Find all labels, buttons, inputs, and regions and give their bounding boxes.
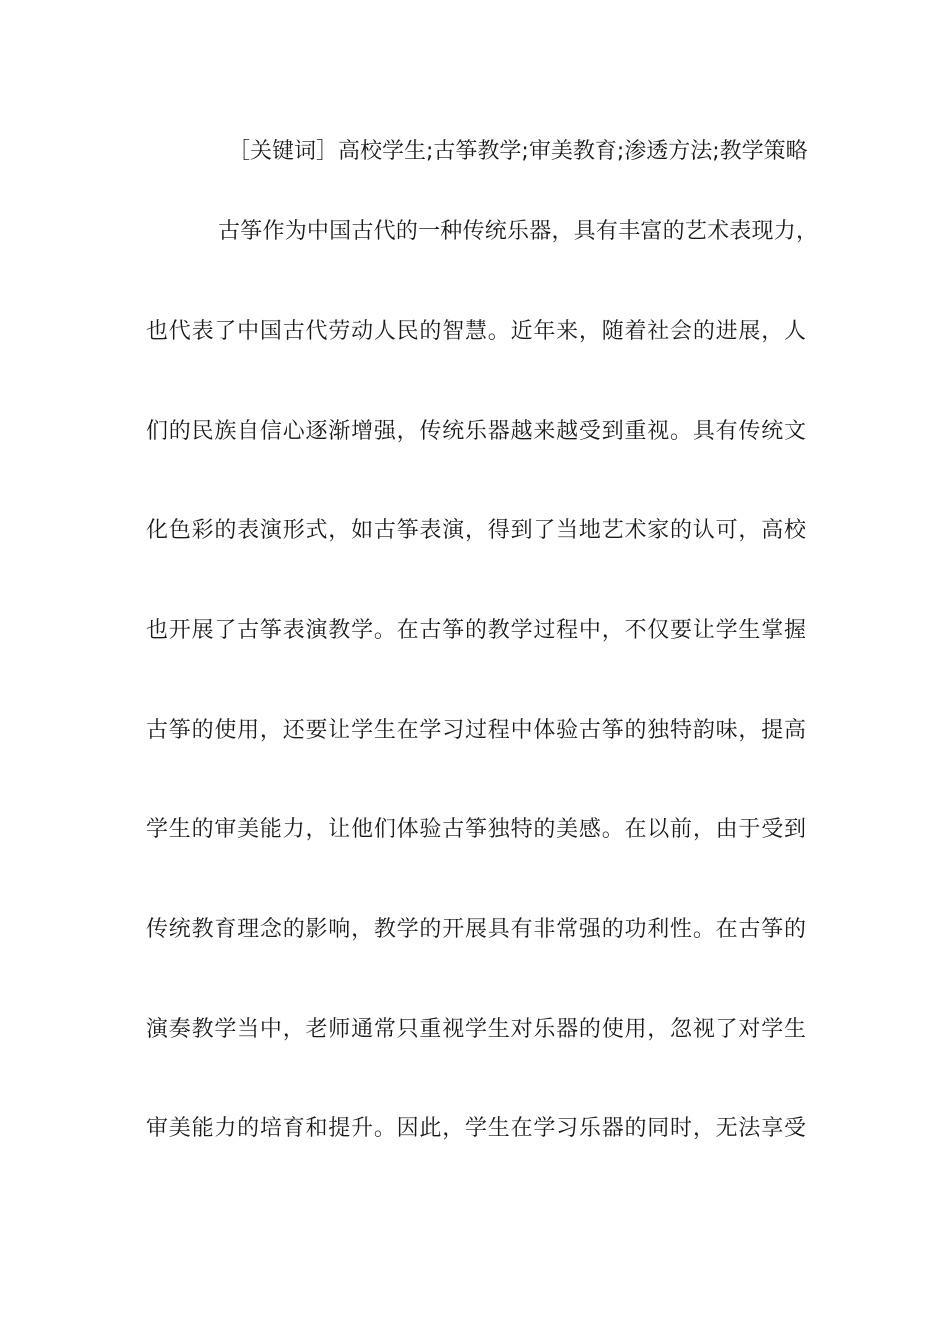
paragraph-line: 演奏教学当中，老师通常只重视学生对乐器的使用，忽视了对学生 bbox=[146, 1017, 806, 1042]
paragraph-line: 古筝作为中国古代的一种传统乐器，具有丰富的艺术表现力， bbox=[218, 219, 818, 244]
paragraph-line: 审美能力的培育和提升。因此，学生在学习乐器的同时，无法享受 bbox=[146, 1116, 806, 1141]
paragraph-line: 也代表了中国古代劳动人民的智慧。近年来，随着社会的进展，人 bbox=[146, 319, 806, 344]
paragraph-line: 也开展了古筝表演教学。在古筝的教学过程中，不仅要让学生掌握 bbox=[146, 618, 806, 643]
paragraph-line: 们的民族自信心逐渐增强，传统乐器越来越受到重视。具有传统文 bbox=[146, 419, 806, 444]
paragraph-line: 化色彩的表演形式，如古筝表演，得到了当地艺术家的认可，高校 bbox=[146, 518, 806, 543]
keywords-line: ［关键词］高校学生;古筝教学;审美教育;渗透方法;教学策略 bbox=[228, 139, 808, 164]
paragraph-line: 古筝的使用，还要让学生在学习过程中体验古筝的独特韵味，提高 bbox=[146, 718, 806, 743]
paragraph-line: 传统教育理念的影响，教学的开展具有非常强的功利性。在古筝的 bbox=[146, 917, 806, 942]
paragraph-line: 学生的审美能力，让他们体验古筝独特的美感。在以前，由于受到 bbox=[146, 817, 806, 842]
